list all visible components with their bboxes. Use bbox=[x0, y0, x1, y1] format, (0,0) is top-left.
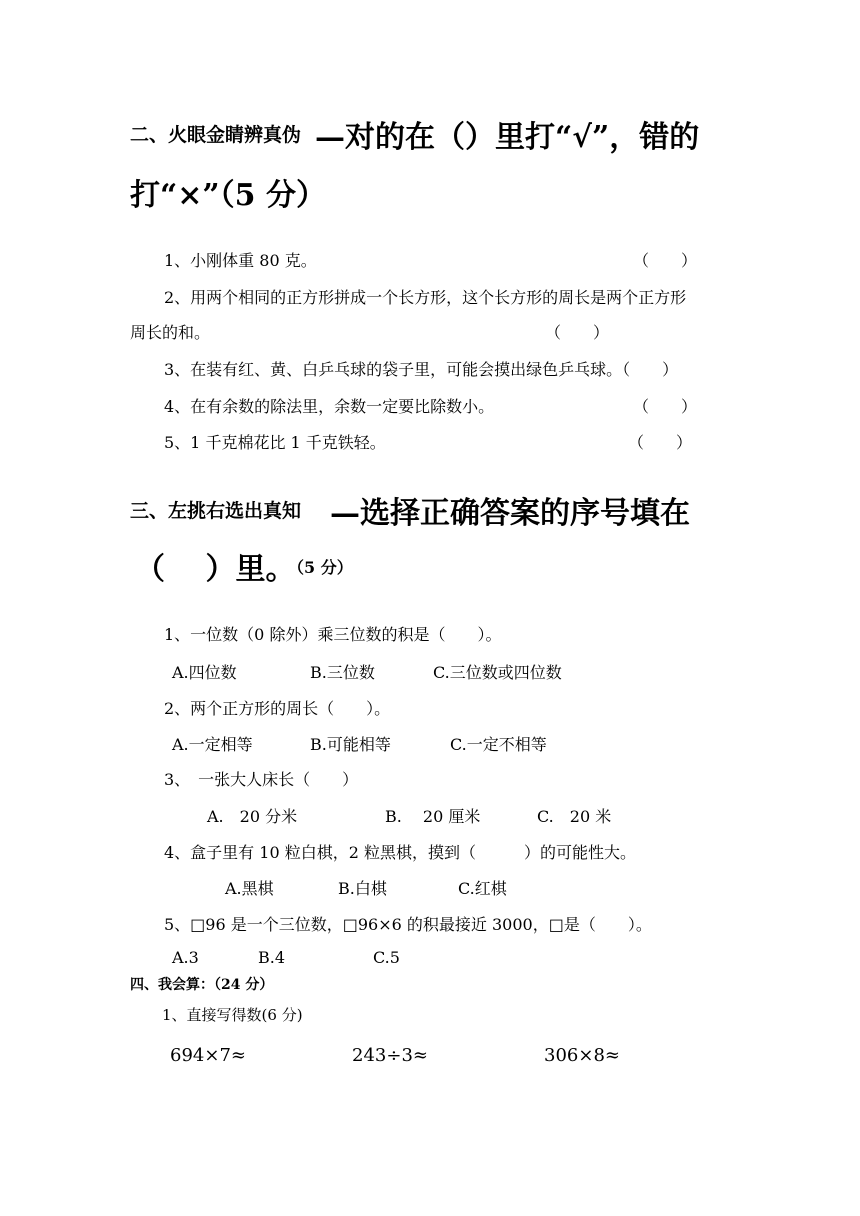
section3-title-line2: （ ）里。 bbox=[135, 552, 296, 587]
section3-score: （5 分） bbox=[288, 558, 353, 577]
section2-question-2-line2: 周长的和。 bbox=[130, 323, 211, 342]
section2-title-line2: 打“×”（5 分） bbox=[130, 178, 326, 213]
section3-title-prefix: 三、左挑右选出真知 bbox=[130, 500, 302, 522]
section3-question-1: 1、一位数（0 除外）乘三位数的积是（ ）。 bbox=[164, 625, 502, 644]
option-b[interactable]: B.4 bbox=[258, 948, 286, 967]
option-b[interactable]: B.可能相等 bbox=[310, 735, 391, 754]
answer-paren[interactable]: （ ） bbox=[633, 251, 698, 270]
section3-question-3: 3、 一张大人床长（ ） bbox=[164, 770, 359, 789]
option-c[interactable]: C.5 bbox=[373, 948, 400, 967]
option-a[interactable]: A.3 bbox=[172, 948, 199, 967]
calc-item: 306×8≈ bbox=[544, 1045, 620, 1066]
option-a[interactable]: A.四位数 bbox=[172, 663, 237, 682]
answer-paren[interactable]: （ ） bbox=[628, 433, 693, 452]
section2-question-5: 5、1 千克棉花比 1 千克铁轻。 bbox=[164, 433, 386, 452]
option-a[interactable]: A.黑棋 bbox=[225, 879, 274, 898]
option-c[interactable]: C.红棋 bbox=[458, 879, 507, 898]
section4-title: 四、我会算：（24 分） bbox=[130, 977, 274, 993]
option-c[interactable]: C. 20 米 bbox=[537, 807, 612, 826]
option-b[interactable]: B.三位数 bbox=[310, 663, 375, 682]
section3-title-main: —选择正确答案的序号填在 bbox=[330, 496, 690, 531]
option-c[interactable]: C.一定不相等 bbox=[450, 735, 547, 754]
option-a[interactable]: A.一定相等 bbox=[172, 735, 253, 754]
option-b[interactable]: B. 20 厘米 bbox=[385, 807, 481, 826]
section4-subtitle: 1、直接写得数(6 分) bbox=[162, 1006, 303, 1024]
section3-question-5: 5、□96 是一个三位数，□96×6 的积最接近 3000，□是（ ）。 bbox=[164, 915, 652, 934]
option-c[interactable]: C.三位数或四位数 bbox=[433, 663, 562, 682]
calc-item: 694×7≈ bbox=[170, 1045, 246, 1066]
answer-paren[interactable]: （ ） bbox=[633, 397, 698, 416]
answer-paren[interactable]: （ ） bbox=[545, 323, 610, 342]
calc-item: 243÷3≈ bbox=[352, 1045, 428, 1066]
section2-title-main: —对的在（）里打“√”，错的 bbox=[315, 120, 700, 155]
section3-question-4: 4、盒子里有 10 粒白棋，2 粒黑棋，摸到（ ）的可能性大。 bbox=[164, 843, 636, 862]
section2-title-prefix: 二、火眼金睛辨真伪 bbox=[130, 124, 302, 146]
option-b[interactable]: B.白棋 bbox=[338, 879, 387, 898]
option-a[interactable]: A. 20 分米 bbox=[207, 807, 298, 826]
section2-question-1: 1、小刚体重 80 克。 bbox=[164, 251, 317, 270]
section2-question-4: 4、在有余数的除法里，余数一定要比除数小。 bbox=[164, 397, 495, 416]
section2-question-2-line1: 2、用两个相同的正方形拼成一个长方形，这个长方形的周长是两个正方形 bbox=[164, 288, 687, 307]
section2-question-3: 3、在装有红、黄、白乒乓球的袋子里，可能会摸出绿色乒乓球。（ ） bbox=[164, 360, 679, 379]
section3-question-2: 2、两个正方形的周长（ ）。 bbox=[164, 699, 391, 718]
